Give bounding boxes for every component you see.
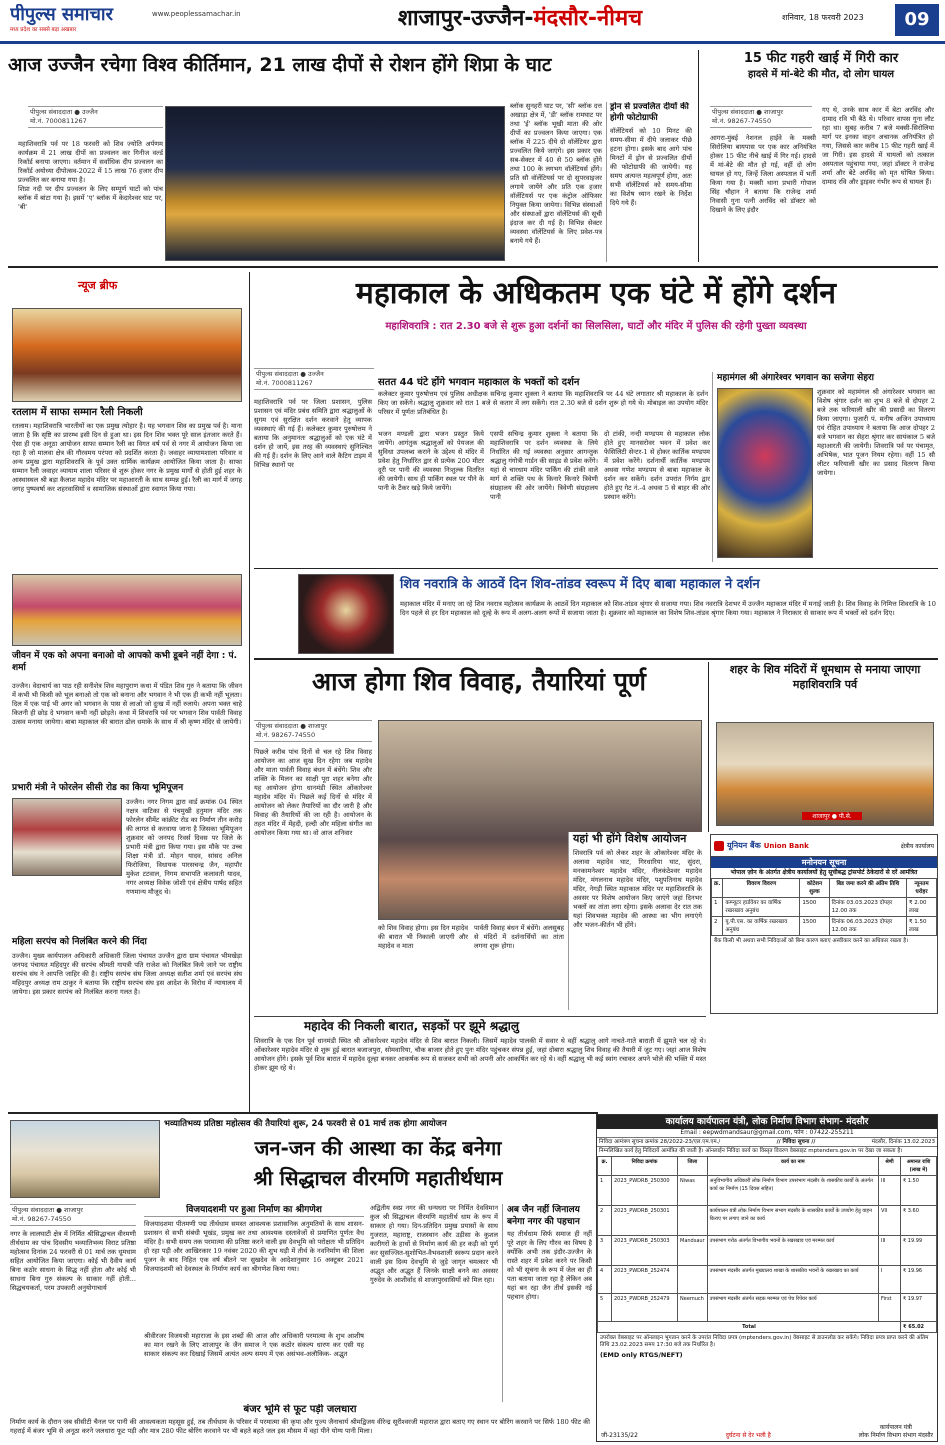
article-siddhachal [8, 1116, 592, 1442]
temple-decoration-photo [716, 722, 934, 826]
bank-table-head: क्र. विवरण विवरण कोटेशन शुल्क बिड जमा करने की अंतिम तिथि न्यूनतम धरोहर [712, 879, 937, 898]
logo-tagline: मध्य प्रदेश का सबसे बड़ा अखबार [10, 27, 77, 33]
deepotsav-byline [28, 106, 163, 128]
temple-photo-caption: शाजापुर ● पी.से. [802, 812, 862, 820]
section-title-red: मंदसौर-नीमच [533, 6, 643, 31]
brief-1-body: रतलाम। महाशिवरात्रि भारतीयों का एक प्रमुख त्योहार है। यह भगवान शिव का प्रमुख पर्व है। माना जाता है कि सृष्टि का प्रारम्भ इसी दिन से हुआ था। इस दिन शिव भक्त पूरे साल इंतजार करते हैं। ऐसा ही एक अनूठा आयोजन साफा सम्मान रैली का विगत वर्ष पर्व से नगर में आयोजन किया जा रहा है जो मालवा क्षेत्र की गौरवमय परंपरा को प्रदर्शित करता है। जवाहर व्यायामशाला परिवार व अन्य प्रमुख द्वारा महाशिवरात्रि के पूर्व उक्त धार्मिक कार्यक्रम आयोजित किया जाता है। साफा सम्मान रैली जवाहर व्यायाम शाला परिसर से शुरू होकर नगर के प्रमुख मार्गों से होती हुई शहर के आस्थास्थल श्री बड़ा कैलाश महादेव मंदिर पर महाआरती के साथ सम्पन्न हुई। रैली का मार्ग में जगह जगह पुष्पवर्षा कर शहरवासियों व सामाजिक संस्थाओं द्वारा स्वागत किया गया। [12, 422, 242, 493]
siddhachal-col2: विजयादशमा पीतमणी पद्म तीर्थधाम समस्त आवश्यक प्रशासनिक अनुमतियों के साथ शासन-प्रशासन से सभी संबंधी भूखंड, प्रमुख कर तथा आवश्यक दस्तावेजों से प्रमाणित पूर्णतः वैध मंदिर है। सभी समय तक परमात्मा की प्रतिष्ठा करने वाली इस देवभूमि को परोक्षतः भी प्रतिदिन हो रहा पड़ी और आखिरकार 19 नवंबर 2020 की शुभ घड़ी में तीर्थ के नवनिर्माण की शिला पूजन के बाद निहित एक वर्ष बीतने पर सुखदेव के आदेशानुसार 16 अक्टूबर 2021 विजयादशमी को देवस्थल के निर्माण कार्य का श्रीगणेश किया गया। [144, 1220, 364, 1273]
jinalaya-body: यह तीर्थधाम सिर्फ समाज ही नहीं पूरे शहर के लिए गौरव का विषय है क्योंकि अभी तक इंदौर-उज्जैन के रास्ते शहर में प्रवेश करने पर किसी को भी सूचना के रूप में जेल का ही पता बताया जाता रहा है लेकिन अब यहां बन रहा जैन तीर्थ इसकी नई पहचान होगा। [507, 1230, 592, 1301]
mahakal-col4: दो टांकी, नन्दी मण्डपम से महाकाल लोक होते हुए मानसरोवर भवन में प्रवेश कर फेसिलिटी सेन्टर-1 से होकर कार्तिक मण्डपम में प्रवेश करेंगे। दर्शनार्थी कार्तिक मण्डपम अथवा गणेश मण्डपम से बाबा महाकाल के दर्शन कर सकेंगे। दर्शन उपरांत निर्गम द्वार होते हुए गेट नं.-4 अथवा 5 से बाहर की ओर प्रस्थान करेंगे। [604, 430, 710, 501]
table-row: 1 कम्प्यूटर हार्डवेयर का वार्षिक रखरखाव अनुबंध 1500 दिनांक 03.03.2023 दोपहर 12.00 तक ₹ 2.00 लाख [712, 898, 937, 917]
ghats-lamps-photo [165, 106, 505, 261]
issue-date: शनिवार, 18 फरवरी 2023 [782, 13, 864, 22]
logo-text: पीपुल्स समाचार [10, 4, 113, 25]
bank-zone: क्षेत्रीय कार्यालय [900, 842, 934, 850]
brief-2-body: उज्जैन। वेदाचार्य का पाठ रही सनीशेत्र शिव महापुराण कथा में पंडित शिव गुरु ने बताया कि जीवन में कभी भी किसी को भूल बनाओ तो एक को बनाना और भगवान ने भी एक ही कभी नहीं भूलता। दिल में एक पाई भी अगर को भगवान के पास से लाओ जो दुःख में नहीं रुलाये। अपना भक्त चाहे कितनी ही छोड़ दे भगवान कभी नहीं छोड़ते। कथा में शिवरात्रि पर्व पर भगवान शिव पार्वती विवाह उत्सव मनाया जायेगा। बाबा महाकाल की बारात ढोल धमाके के साथ में श्री कृष्ण मंदिर से जायेगी। [12, 682, 242, 726]
bank-name: यूनियन बैंक [727, 841, 761, 850]
sehra-box [712, 372, 938, 562]
bank-logo-icon [714, 841, 724, 851]
byline-name: पीपुल्स संवाददाता ● उज्जैन [30, 108, 98, 116]
bank-name-en: Union Bank [763, 841, 809, 850]
siddhachal-headline-1: जन-जन की आस्था का केंद्र बनेगा [254, 1136, 502, 1160]
siddhachal-col2b: श्रीवीरजर विजयश्री महाराजा के इस शब्दों की आज और अधिकारी परमात्मा के शुभ आशीष का मान रखने के लिए शाजापुर के जैन समाज ने एक कठोर संकल्प धारण कर एसी यह साकार संकल्प कर दिखाई जिसमें अत्यंत अल्प समय में एक असंभव-अलौकिक- अद्भुत [144, 1332, 364, 1358]
deck-kicker: महाशिवरात्रि : [385, 321, 437, 332]
bank-table [711, 878, 937, 936]
table-row: 4 2023_PWDRB_252474 उपसंभाग मंदसौर अंतर्गत मुख्यालय शाखा के शासकीय भवनों के रखरखाव का कार्य I ₹ 19.96 [598, 1266, 937, 1294]
siddhachal-headline-2: श्री सिद्धाचल वीरमणि महातीर्थधाम [253, 1166, 503, 1190]
section-title-black: शाजापुर-उज्जैन- [397, 6, 534, 31]
mahakal-byline: पीपुल्स संवाददाता ● उज्जैन मो.नं. 7000811267 [254, 368, 374, 390]
news-brief-label: न्यूज ब्रीफ [78, 279, 118, 292]
brief-3-body: उज्जैन। नगर निगम द्वारा वार्ड क्रमांक 04 स्थित नक्षत्र वाटिका से पंचमुखी हनुमान मंदिर तक फोरलेन सीमेंट कांक्रीट रोड का निर्माण तीन करोड़ की लागत से करवाया जाना है जिसका भूमिपूजन शुक्रवार को जनपद रिवर्स दिवस पर जिले के प्रभारी मंत्री द्वारा किया गया। इस मौके पर उच्च शिक्षा मंत्री डॉ. मोहन यादव, सांसद अनिल फिरोजिया, विधायक पारसचन्द्र जैन, महापौर मुकेश टटवाल, निगम सभापति कलावती यादव, नगर अध्यक्ष विवेक जोशी एवं क्षेत्रीय पार्षद सहित गणमान्य मौजूद थे। [126, 798, 242, 896]
accident-byline: पीपुल्स संवाददाता ● शाजापुर मो.नं. 98267-74550 [710, 106, 812, 128]
vivah-side-heading: यहां भी होंगे विशेष आयोजन [573, 832, 687, 845]
pwd-signature: कार्यपालन यंत्री लोक निर्माण विभाग संभाग मंदसौर [858, 1424, 933, 1439]
brief-2-head: जीवन में एक को अपना बनाओ वो आपको कभी डूबने नहीं देगा : पं. शर्मा [12, 651, 238, 673]
website-url[interactable]: www.peoplessamachar.in [152, 10, 241, 18]
barat-heading: महादेव की निकली बारात, सड़कों पर झूमे श्रद्धालु [304, 1019, 520, 1033]
table-row: 3 2023_PWDRB_250303 Mandsaur उपसंभाग गरोठ अंतर्गत विभागीय भवनों के रखरखाव एवं मरम्मत कार्य III ₹ 19.99 [598, 1236, 937, 1266]
mahakal-headline: महाकाल के अधिकतम एक घंटे में होंगे दर्शन [355, 276, 837, 311]
article-shahar-mandir [712, 662, 938, 830]
bank-notice [710, 834, 938, 1014]
accident-col2: गए थे, उनके साथ कार में बेटा अरविंद और दामाद रवि भी बैठे थे। परिवार वापस गुना लौट रहा था। सुबह करीब 7 बजे मक्सी-सिरोलिया मार्ग पर इनका वाहन अचानक अनियंत्रित हो गया, जिससे कार करीब 15 फीट गहरी खाई में जा गिरी। इस हादसे में घायलों को तत्काल अस्पताल पहुंचाया गया, जहां डॉक्टर ने राजेन्द्र शर्मा और बेटे अरविंद को मृत घोषित किया। दामाद रवि और ड्राइवर गंभीर रूप से घायल हैं। [822, 106, 934, 186]
bank-footer: बैंक किसी भी अथवा सभी निविदाओं को बिना कारण बताए अस्वीकार करने का अधिकार रखता है। [714, 938, 909, 944]
pwd-sign-row [597, 1423, 937, 1439]
siddhachal-kicker: भव्यातिभव्य प्रतिष्ठा महोत्सव की तैयारियां शुरू, 24 फरवरी से 01 मार्च तक होगा आयोजन [164, 1119, 447, 1129]
sehra-heading: महामंगल श्री अंगारेश्वर भगवान का सजेगा सेहरा [717, 373, 875, 383]
section-title [340, 4, 700, 34]
drone-body: वॉलेंटियर्स को 10 मिनट की समय-सीमा में दीये जलाकर पीछे हटना होगा। इसके बाद आगे पांच मिनटों में ड्रोन से प्रज्वलित दीयों की फोटोग्राफी की जायेगी। यह समय अत्यन्त महत्वपूर्ण होगा, अतः सभी वॉलेंटियर्स को समय-सीमा का विशेष ध्यान रखने के निर्देश दिये गये हैं। [610, 127, 692, 207]
tandav-heading: शिव नवरात्रि के आठवें दिन शिव-तांडव स्वरूप में दिए बाबा महाकाल ने दर्शन [400, 577, 760, 592]
dhoom-heading: शहर के शिव मंदिरों में धूमधाम से मनाया जाएगा महाशिवरात्रि पर्व [729, 663, 921, 691]
vivah-side-box [568, 832, 702, 1010]
jinalaya-heading: अब जैन नहीं जिनालय बनेगा नगर की पहचान [507, 1205, 580, 1227]
vivah-col2: को शिव विवाह होगा। इस दिन महादेव की बारात भी निकाली जाएगी और महादेव व माता [378, 924, 468, 950]
drone-box [606, 102, 692, 262]
pwd-table-head: क्र. निविदा क्रमांक जिला कार्य का नाम श्रेणी अमानत राशि (लाख में) [598, 1157, 937, 1176]
jinalaya-box [502, 1204, 592, 1402]
brief-4-body: उज्जैन। मुख्य कार्यपालन अधिकारी अधिकारी जिला पंचायत उज्जैन द्वारा ग्राम पंचायत भीमखेड़ा जनपद पंचायत महिदपुर की सरपंच श्रीमती गायत्री पति राजेश को निलंबित किये जाने पर राष्ट्रीय सरपंच संघ ने आपत्ति जाहिर की है। राष्ट्रीय सरपंच संघ जिला अध्यक्ष सतीश शर्मा एवं सरपंच संघ महिदपुर अध्यक्ष राम ठाकुर ने बताया कि राष्ट्रीय सरपंच संघ इस आदेश के विरोध में न्यायालय में जायेगा। इस प्रकार सरपंच को निलंबित करना गलत है। [12, 952, 242, 996]
article-deepotsav [8, 50, 692, 265]
pwd-table [597, 1156, 937, 1333]
article-shiv-vivah [254, 662, 704, 1014]
angareshwar-photo [717, 388, 813, 558]
table-row: 2 2023_PWDRB_250301 कार्यपालन यंत्री लोक निर्माण विभाग संभाग मंदसौर के शासकीय कार्यों के उपयोग हेतु वाहन किराए पर लगाए जाने का कार्य VII ₹ 3.60 [598, 1206, 937, 1236]
byline-phone: मो.नं. 7000811267 [30, 117, 87, 125]
siddhachal-byline: पीपुल्स संवाददाता ● शाजापुर मो.नं. 98267-74550 [10, 1204, 136, 1226]
drone-heading: ड्रोन से प्रज्वलित दीयों की होगी फोटोग्राफी [610, 102, 689, 123]
siddhachal-subhead: विजयादशमी पर हुआ निर्माण का श्रीगणेश [144, 1204, 364, 1217]
mahakal-intro: कलेक्टर कुमार पुरुषोत्तम एवं पुलिस अधीक्षक सचिन्द्र कुमार शुक्ला ने बताया कि महाशिवरात्रि पर 44 घंटे लगातार श्री महाकाल के दर्शन किए जा सकेंगे। श्रद्धालु शुक्रवार को रात 1 बजे से कतार में लग सकेंगे। रात 2.30 बजे से दर्शन शुरू हो गये थे। मोबाइल का उपयोग मंदिर परिसर में पूर्णतः प्रतिबंधित है। [378, 390, 708, 416]
vivah-byline: पीपुल्स संवाददाता ● शाजापुर मो.नं. 98267-74550 [254, 720, 372, 742]
table-row: 1 2023_PWDRB_250300 Niwas अनुविभागीय अधिकारी लोक निर्माण विभाग उपसंभाग मंदसौर के शासकीय कार्यों के अंतर्गत कार्य का निर्माण (15 दिवस सहित) III ₹ 1.50 [598, 1176, 937, 1206]
accident-subhead: हादसे में मां-बेटे की मौत, दो लोग घायल [747, 69, 895, 80]
pwd-tender-notice [596, 1114, 938, 1442]
article-car-accident [704, 50, 938, 262]
brief-4-head: महिला सरपंच को निलंबित करने की निंदा [12, 937, 147, 947]
pwd-contact: Email : eepwdmandsaur@gmail.com, फोन : 07422-255211 [680, 1129, 854, 1136]
pwd-phone: फोन : 07422-255211 [794, 1129, 854, 1136]
barat-body: शिवरात्रि के एक दिन पूर्व धानमंडी स्थित श्री ओंकारेश्वर महादेव मंदिर से शिव बारात निकली। जिसमें महादेव पालकी में सवार थे वहीं श्रद्धालु आगे नाचते-गाते बाराती में झूमते चल रहे थे। ओंकारेश्वर महादेव मंदिर से शुरू हुई बारात बजाजपुरा, सोमवारिया, चौक बाजार होते हुए पुनः मंदिर पहुंचकर संपन्न हुई, जहां दोबारा श्रद्धालु शिव विवाह की तैयारी में जुट गए। जहां आज विशेष आयोजन होंगे। इसके पूर्व शिव बारात में महादेव दूल्हा बनकर आकर्षक रूप से सजकर सभी को अपनी ओर आकर्षित कर रहे थे। वहीं श्रद्धालु भी कई स्वांग रचाकर अपने भोले की भक्ति में मस्त होकर झूम रहे थे। [254, 1037, 706, 1072]
deck-text: रात 2.30 बजे से शुरू हुआ दर्शनों का सिलसिला, घाटों और मंदिर में पुलिस की रहेगी पुख्ता व्यवस्था [440, 321, 807, 332]
table-row: 2 यू.पी.एस. का वार्षिक रखरखाव अनुबंध 1500 दिनांक 06.03.2023 दोपहर 12.00 तक ₹ 1.50 लाख [712, 917, 937, 936]
brief-1-head: रतलाम में साफा सम्मान रैली निकली [12, 407, 143, 418]
sehra-body: शुक्रवार को महामंगल श्री अंगारेश्वर भगवान का विशेष श्रृंगार दर्शन का शुभ 8 बजे से दोपहर 2 बजे तक फरियाली खीर की प्रसादी का वितरण किया जाएगा। पुजारी पं. मनीष अजिन उपाध्याय एवं रोहित उपाध्याय ने बताया कि आज दोपहर 2 बजे भगवान का सेहरा श्रृंगार कर सायंकाल 5 बजे महाआरती की जायेगी। शिवरात्रि पर्व पर पंचामृत, अभिषेक, भात पूजन नियम रहेगा। वहीं 15 सौ लीटर फरियाली खीर का प्रसाद वितरण किया जायेगा। [817, 388, 935, 477]
table-row: 5 2023_PWDRB_252479 Neemuch उपसंभाग मंदसौर अंतर्गत सड़क मरम्मत एवं पेच रिपेयर कार्य First ₹ 19.97 [598, 1294, 937, 1322]
pwd-slogan: दुर्घटना से देर भली है [725, 1432, 771, 1439]
pwd-intro: निम्नलिखित कार्य हेतु निविदायें आमंत्रित की जाती है। ऑनलाईन निविदा कार्य का विस्तृत विवरण वेबसाइट mptenders.gov.in पर देखा जा सकता है। [599, 1148, 903, 1154]
vivah-col1: पिछले करीब पांच दिनों से चल रहे शिव विवाह आयोजन का आज सुख दिन रहेगा जब महादेव और माता पार्वती विवाह बंधन में बंधेंगे। शिव और शक्ति के मिलन का साक्षी पूरा शहर बनेगा और यह आयोजन होगा धानमंडी स्थित ओंकारेश्वर महादेव मंदिर में। पिछले कई दिनों से मंदिर में आयोजन को लेकर तैयारियों का दौर जारी है और विवाह की तैयारियों की जा रही है। आयोजन के तहत मंदिर में मेंहदी, हल्दी और महिला संगीत का आयोजन किया गया था। वो आज शनिवार [254, 748, 372, 837]
page-number: 09 [895, 4, 939, 36]
bank-header [711, 835, 937, 857]
article-shiv-barat [254, 1016, 706, 1110]
brief-3-head: प्रभारी मंत्री ने फोरलेन सीसी रोड का किया भूमिपूजन [12, 783, 184, 793]
ratlam-rally-photo [12, 308, 242, 402]
deepotsav-headline: आज उज्जैन रचेगा विश्व कीर्तिमान, 21 लाख दीपों से रोशन होंगे शिप्रा के घाट [8, 54, 552, 76]
jaldhara-heading: बंजर भूमि से फूट पड़ी जलधारा [243, 1404, 357, 1415]
mahakal-col1: महाशिवरात्रि पर्व पर जिला प्रशासन, पुलिस प्रशासन एवं मंदिर प्रबंध समिति द्वारा श्रद्धालुओं के सुगम एवं सुरक्षित दर्शन करवाने हेतु व्यापक व्यवस्थाएं की गई हैं। कलेक्टर कुमार पुरुषोत्तम ने बताया कि अनुमानतः श्रद्धालुओं को एक घंटे में दर्शन हो जायें, इस तरह की व्यवस्थाएं सुनिश्चित की गई हैं। दर्शन के लिए आने वाले कैटिग टाइम में विभिन्न स्थानों पर [254, 398, 372, 469]
bank-title: मनोनयन सूचना [711, 857, 937, 868]
pwd-footer: उपरोक्त वेबसाइट पर ऑनलाइन भुगतान करने के उपरांत निविदा प्रपत्र (mptenders.gov.in) वेबसाइट से डाउनलोड कर सकेंगे। निविदा प्रपत्र प्राप्त करने की अंतिम तिथि 23.02.2023 समय 17:30 बजे तक निर्धारित है। [600, 1335, 929, 1348]
logo [10, 4, 150, 38]
mahakal-subhead: सतत 44 घंटे होंगे भगवान महाकाल के भक्तों को दर्शन [378, 377, 580, 388]
accident-headline: 15 फीट गहरी खाई में गिरी कार [743, 51, 899, 66]
siddhachal-col3: अद्वितीय स्वप्न नगर की धन्यधरा पर निर्मित देवविमान कुल श्री सिद्धाचल वीरमणि महातीर्थ धाम के रूप में साकार हो गया। दिन-प्रतिदिन प्रमुख प्रयासों के साथ गुजरात, महाराष्ट्र, राजस्थान और उड़ीसा के कुशल कारीगरों के हाथों से निर्माण कार्य की हर कड़ी को पूर्ण कर सुसज्जित-सुशोभित-वैभवशाली स्वरूप प्रदान करने वाली इस दिव्य देवभूमि से जुड़े जागृत चमत्कार भी अद्भुत और अद्भुत हैं जिनके साक्षी बनने का अवसर गुरुदेव के आशीर्वाद से शाजापुरवासियों को मिल रहा। [370, 1204, 498, 1284]
accident-col1: आगरा-मुंबई नेशनल हाईवे के मक्सी सिरोलिया बायपास पर एक कार अनियंत्रित होकर 15 फीट नीचे खाई में गिर गई। हादसे में मां-बेटे की मौत हो गई, वहीं दो लोग घायल हो गए, जिन्हें जिला अस्पताल में भर्ती किया गया है। मक्सी थाना प्रभारी गोपाल सिंह चौहान ने बताया कि राजेन्द्र शर्मा निवासी गुना पत्नी अरविंद को डॉक्टर को दिखाने के लिए इंदौर [710, 134, 816, 214]
masthead [0, 0, 945, 44]
pwd-ref-row: निविदा आमंत्रण सूचना क्रमांक 28/2022-23/एल.एम.एम./ // निविदा सूचना // मंदसौर, दिनांक 13.02.2023 [599, 1139, 935, 1145]
pwd-total-row: Total ₹ 65.02 [598, 1322, 937, 1333]
siddhachal-temple-photo [10, 1120, 160, 1198]
jaldhara-body: निर्माण कार्य के दौरान जब सीसीटी चैनल पर पानी की आवश्यकता महसूस हुई, तब तीर्थधाम के परिसर में परमात्मा की कृपा और पूज्य जैनाचार्य श्रीमद्विजय वीरेन्द्र सूरीश्वरजी महाराज द्वारा बताए गए स्थान पर बोरिंग करवाने पर सिर्फ 180 फीट की गहराई में बंजर भूमि से अनूठा करने जलधारा फूट पड़ी और मात्र 280 फीट बोरिंग करवाने पर भी बहते बहते जल इस मौसम में वहां पीने योग्य पानी मिला। [10, 1418, 590, 1435]
pwd-emd: (EMD only RTGS/NEFT) [600, 1351, 683, 1359]
article-mahakal-darshan [254, 272, 938, 572]
pwd-email[interactable]: Email : eepwdmandsaur@gmail.com [680, 1129, 791, 1136]
vivah-headline: आज होगा शिव विवाह, तैयारियां पूर्ण [312, 667, 646, 696]
vivah-side-body: शिवरात्रि पर्व को लेकर शहर के ओंकारेश्वर मंदिर के अलावा महादेव घाट, गिरधारिया घाट, सुंदरा, मनकामनेश्वर महादेव मंदिर, नीलकंठेश्वर महादेव मंदिर, मंगलनाथ महादेव मंदिर, पशुपतिनाथ महादेव मंदिर, नेगड़ी स्थित महाकाल मंदिर पर महाशिवरात्रि के अवसर पर विशेष आयोजन किए जाएंगे जहां दिनभर भक्तों का तांता लगा रहेगा। इसके अलावा देर रात तक यहां शिवभक्त महादेव की आस्था का भीग लगाएंगे और भजन-कीर्तन भी होंगे। [573, 849, 702, 929]
mahakal-deck [254, 320, 938, 338]
katha-photo [12, 574, 242, 646]
vivah-col3: पार्वती विवाह बंधन में बंधेंगे। अलसुबह से मंदिरों में दर्शनार्थियों का तांता लगना शुरू होगा। [474, 924, 564, 950]
pwd-code: जी-23135/22 [601, 1432, 638, 1439]
bank-subtitle: भोपाल ज़ोन के अंतर्गत क्षेत्रीय कार्यालयों हेतु सूचीबद्ध ट्रांसपोर्ट ठेकेदारों से दरें आमंत्रित [730, 869, 918, 876]
mahakal-col3: एसपी सचिन्द्र कुमार शुक्ला ने बताया कि महाशिवरात्रि पर दर्शन व्यवस्था के लिये निर्धारित की गई व्यवस्था अनुसार आगन्तुक श्रद्धालु गंगोत्री गार्डन की साइड से प्रवेश करेंगे। यहां से चारधाम मंदिर पार्किंग की टांकी वाले मार्ग से शक्ति पथ के किनारे किनारे त्रिवेणी संग्रहालय की ओर जायेंगे। त्रिवेणी संग्रहालय पानी [490, 430, 598, 501]
siddhachal-col1: नगर के लालघाटी क्षेत्र में निर्मित श्रीसिद्धाचल वीरमणी तीर्थधाम का पांच दिवसीय भव्यातिभव्य विराट प्रतिष्ठा महोत्सव दिनांक 24 फरवरी से 01 मार्च तक धूमधाम सहित आयोजित किया जाएगा। कोई भी दैवीय कार्य बिना कठोर साधना के सिद्ध नहीं होता और कोई भी साधना बिना गुरु संकल्प के साकार नहीं होती... सिद्धचयकर्ता, परम उपकारी अनुयोगाचार्य [10, 1230, 136, 1292]
deepotsav-col1: महाशिवरात्रि पर्व पर 18 फरवरी को शिव ज्योति अर्पणम कार्यक्रम में 21 लाख दीपों का प्रज्वलन कर गिनीज वर्ल्ड रिकॉर्ड बनाया जाएगा। वर्तमान में सर्वाधिक दीप प्रज्वलन का रिकॉर्ड अयोध्या दीपोत्सव-2022 में 15 लाख 76 हजार दीप प्रज्वलित कर बनाया गया है। शिप्रा नदी पर दीप प्रज्वलन के लिए सम्पूर्ण घाटों को पांच ब्लॉक में बांटा गया है। इसमें 'ए' ब्लॉक में केदारेश्वर घाट पर, 'बी' [18, 140, 163, 211]
mahakal-col2: भजन मण्डली द्वारा भजन प्रस्तुत किये जायेंगे। आगंतुक श्रद्धालुओं को पेयजल की सुविधा उपलब्ध कराने के उद्देश्य से मंदिर में प्रवेश हेतु निर्धारित द्वार से प्रत्येक 200 मीटर दूरी पर पानी की व्यवस्था निःशुल्क वितरित की जायेगी। साथ ही पार्किंग स्थल पर पीने के पानी के टैंकर खड़े किये जायेंगे। [378, 430, 484, 492]
deepotsav-col2: ब्लॉक सुनहरी घाट पर, 'सी' ब्लॉक दत्त अखाड़ा क्षेत्र में, 'डी' ब्लॉक रामघाट पर तथा 'ई' ब्लॉक भूखी माता की ओर दीपों का प्रज्वलन किया जाएगा। एक ब्लॉक में 225 दीये दो वॉलेंटियर द्वारा प्रज्वलित किये जाएंगे। इस प्रकार एक सब-सेक्टर में 40 से 50 ब्लॉक होंगे तथा 100 के लगभग वॉलेंटियर्स होंगे। प्रति सौ वॉलेंटियर्स पर दो सुपरवाइजर लगाये जायेंगे और प्रति एक हजार वॉलेंटियर्स पर एक कंट्रोल ऑफिसर नियुक्त किया जायेगा। विभिन्न संस्थाओं और संस्थाओं द्वारा वॉलेंटियर्स की सूची इंदाज कर दी गई है। विभिन्न सेक्टर व्यवस्था वॉलेंटियर्स के लिए प्रवेश-पत्र बनाये गये हैं। [510, 102, 602, 245]
tandav-shringar-photo [298, 574, 394, 654]
tandav-body: महाकाल मंदिर में मनाए जा रहे शिव नवरात्र महोत्सव कार्यक्रम के आठवें दिन महाकाल को शिव-तांडव श्रृंगार से सजाया गया। शिव नवरात्रि देशभर में उज्जैन महाकाल मंदिर में मनाई जाती है। शिव विवाह के निमित्त शिवरात्रि के 10 दिन पहले से हर दिन महाकाल को दूल्हे के रूप में अलग-अलग रूपों में सजाया जाता है। शुक्रवार को महाकाल का विशेष शिव-तांडव श्रृंगार किया गया। महाकाल ने निराकार से साकार रूप में भक्तों को दर्शन दिए। [400, 600, 936, 617]
pwd-title: कार्यालय कार्यपालन यंत्री, लोक निर्माण विभाग संभाग- मंदसौर [597, 1115, 937, 1129]
article-shiv-tandav [254, 572, 938, 656]
